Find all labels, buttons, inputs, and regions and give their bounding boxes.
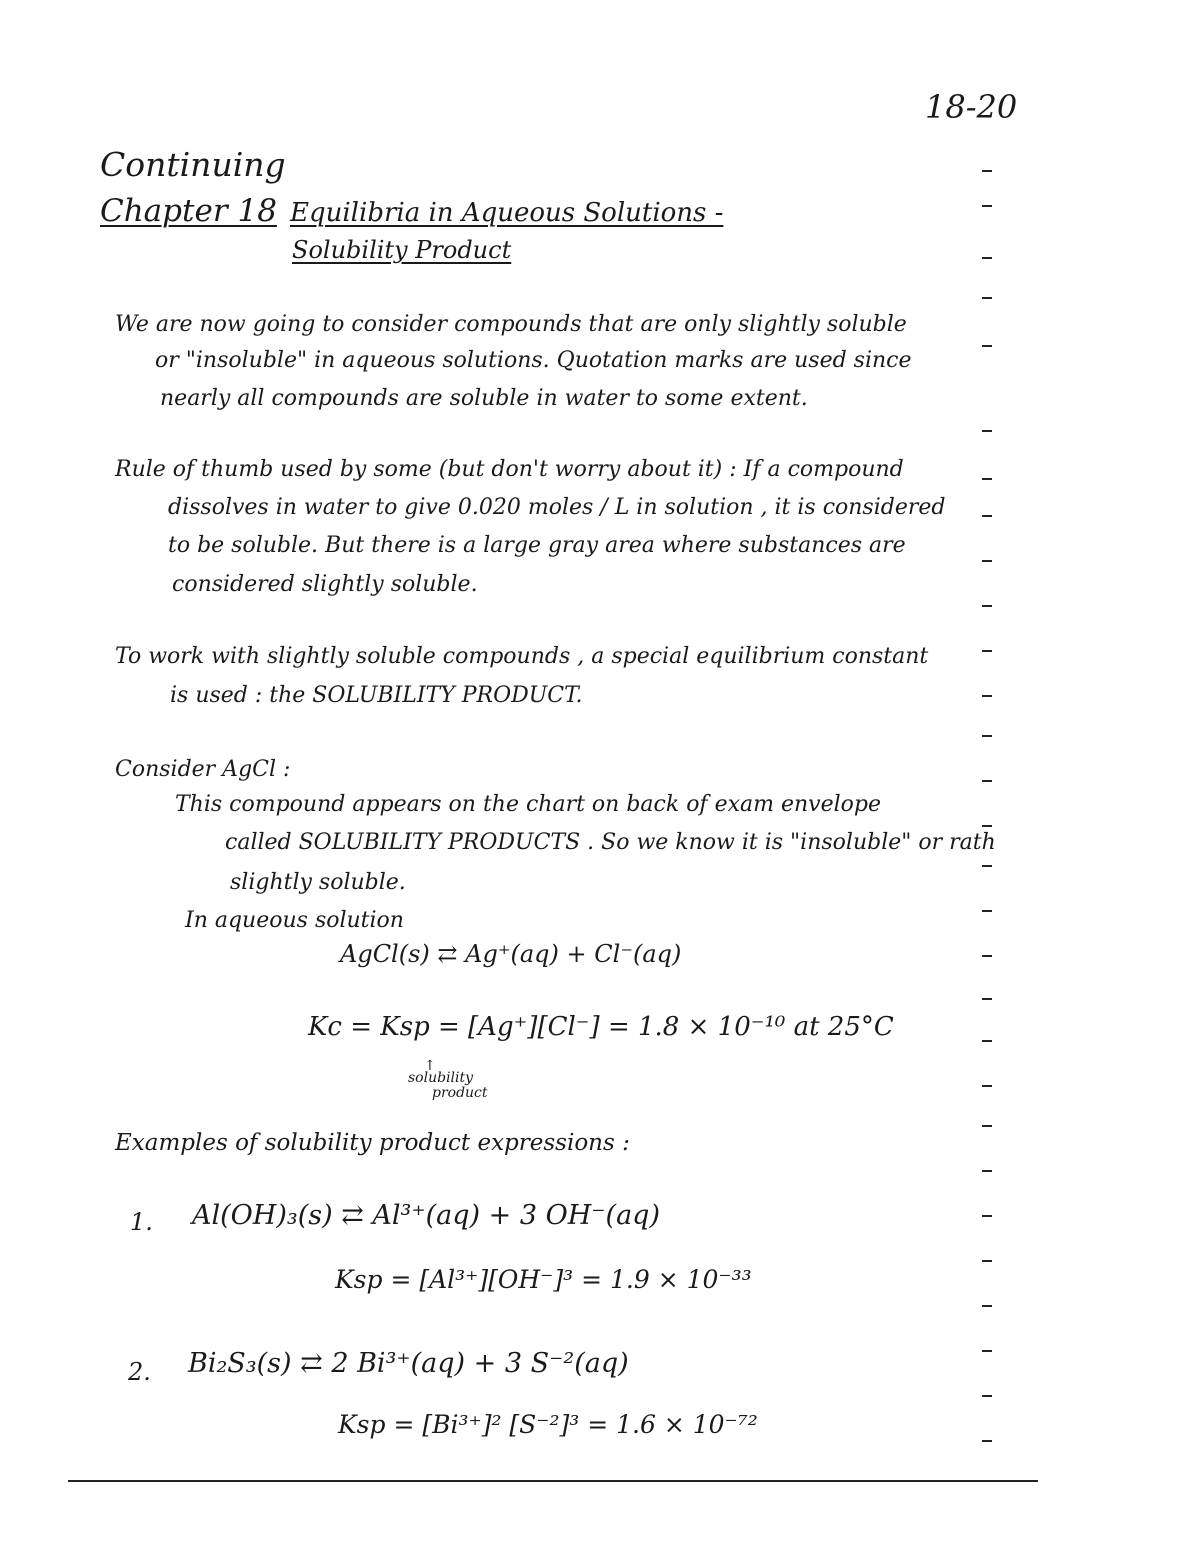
paragraph-line: Rule of thumb used by some (but don't worry about it) : If a compound (115, 457, 904, 482)
paragraph-line: slightly soluble. (230, 870, 406, 895)
example-number: 1. (130, 1208, 153, 1236)
heading-title-line2: Solubility Product (292, 236, 512, 264)
margin-tick-marks (982, 160, 1002, 1500)
example-reaction: Al(OH)₃(s) ⇄ Al³⁺(aq) + 3 OH⁻(aq) (192, 1200, 661, 1231)
example-reaction: Bi₂S₃(s) ⇄ 2 Bi³⁺(aq) + 3 S⁻²(aq) (188, 1348, 629, 1379)
example-ksp: Ksp = [Al³⁺][OH⁻]³ = 1.9 × 10⁻³³ (335, 1265, 752, 1294)
up-arrow-icon: ↑ (424, 1058, 436, 1074)
ksp-annotation-line1: solubility (408, 1070, 474, 1086)
agcl-ksp-expression: Kc = Ksp = [Ag⁺][Cl⁻] = 1.8 × 10⁻¹⁰ at 25°C (308, 1012, 894, 1042)
paragraph-line: considered slightly soluble. (172, 572, 478, 597)
page-number: 18-20 (925, 88, 1018, 126)
paragraph-line: nearly all compounds are soluble in water to some extent. (160, 386, 808, 411)
agcl-reaction: AgCl(s) ⇄ Ag⁺(aq) + Cl⁻(aq) (340, 940, 682, 968)
ksp-annotation-line2: product (432, 1085, 488, 1101)
heading-title-line1: Equilibria in Aqueous Solutions - (290, 198, 724, 228)
paragraph-line: dissolves in water to give 0.020 moles / L in solution , it is considered (168, 495, 946, 520)
paragraph-line: This compound appears on the chart on back of exam envelope (175, 792, 881, 817)
paragraph-line: called SOLUBILITY PRODUCTS . So we know it is "insoluble" or rath (225, 830, 996, 855)
example-number: 2. (128, 1358, 151, 1386)
paragraph-line: or "insoluble" in aqueous solutions. Quotation marks are used since (155, 348, 912, 373)
paragraph-line: In aqueous solution (185, 908, 404, 933)
paragraph-line: Consider AgCl : (115, 757, 291, 782)
paragraph-line: We are now going to consider compounds that are only slightly soluble (115, 312, 907, 337)
paragraph-line: To work with slightly soluble compounds , a special equilibrium constant (115, 644, 929, 669)
paragraph-line: is used : the SOLUBILITY PRODUCT. (170, 683, 583, 708)
heading-continuing: Continuing (100, 145, 286, 184)
bottom-rule (68, 1480, 1038, 1482)
example-ksp: Ksp = [Bi³⁺]² [S⁻²]³ = 1.6 × 10⁻⁷² (338, 1410, 758, 1439)
heading-chapter: Chapter 18 (100, 193, 277, 229)
examples-heading: Examples of solubility product expressions : (115, 1130, 630, 1156)
paragraph-line: to be soluble. But there is a large gray area where substances are (168, 533, 906, 558)
